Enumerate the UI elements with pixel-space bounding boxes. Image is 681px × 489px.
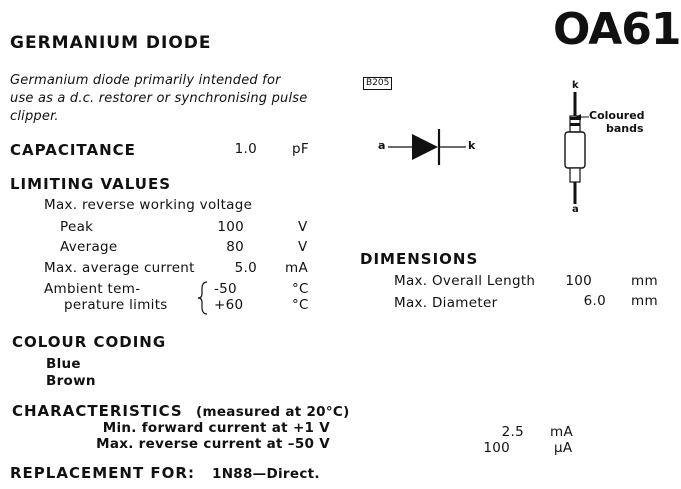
cathode-label: k [468,139,476,152]
bands-label: Coloured [589,109,645,122]
char-row-value: 100 [483,440,510,456]
average-value: 80 [226,239,244,255]
dimension-value: 6.0 [583,293,606,309]
dimension-value: 100 [565,273,592,289]
avg-current-label: Max. average current [44,260,195,276]
part-number: OA61 [553,4,681,55]
description-line: use as a d.c. restorer or synchronising pulse [10,91,308,106]
capacitance-label: CAPACITANCE [10,141,136,159]
figure-ref: B205 [363,77,392,90]
characteristics-note: (measured at 20°C) [196,404,350,420]
ambient-low: -50 [214,281,237,297]
dimension-unit: mm [631,293,658,309]
ambient-unit: °C [292,297,309,313]
char-row-label: Min. forward current at +1 V [102,420,330,436]
outline-anode-label: a [572,204,579,215]
average-label: Average [60,239,118,255]
colour-item: Blue [46,356,81,372]
average-unit: V [298,239,308,255]
char-row-unit: mA [550,424,573,440]
avg-current-unit: mA [285,260,308,276]
capacitance-unit: pF [292,141,309,157]
bands-label: bands [606,122,644,135]
dimension-label: Max. Overall Length [394,273,536,289]
peak-label: Peak [60,219,94,235]
diode-symbol-icon [370,118,480,178]
char-row-label: Max. reverse current at –50 V [96,436,330,452]
peak-unit: V [298,219,308,235]
diode-outline-icon [555,82,605,218]
char-row-unit: µA [554,440,573,456]
characteristics-heading: CHARACTERISTICS [12,402,183,420]
replacement-label: REPLACEMENT FOR: [10,464,195,482]
peak-value: 100 [217,219,244,235]
dimension-label: Max. Diameter [394,295,498,311]
capacitance-value: 1.0 [234,141,257,157]
outline-cathode-label: k [572,80,579,91]
brace-icon [196,281,210,315]
ambient-high: +60 [214,297,244,313]
anode-label: a [378,139,386,152]
avg-current-value: 5.0 [234,260,257,276]
dimension-unit: mm [631,273,658,289]
replacement-value: 1N88—Direct. [212,466,320,482]
description-line: clipper. [10,109,59,124]
char-row-value: 2.5 [501,424,524,440]
colour-heading: COLOUR CODING [12,333,167,351]
page-title: GERMANIUM DIODE [10,33,212,53]
colour-item: Brown [46,373,96,389]
ambient-unit: °C [292,281,309,297]
rev-voltage-label: Max. reverse working voltage [44,197,253,213]
limiting-heading: LIMITING VALUES [10,175,172,193]
description-line: Germanium diode primarily intended for [10,73,281,88]
ambient-label-1: Ambient tem- [44,281,141,297]
ambient-label-2: perature limits [64,297,168,313]
dimensions-heading: DIMENSIONS [360,250,479,268]
arrow-icon [576,112,590,122]
